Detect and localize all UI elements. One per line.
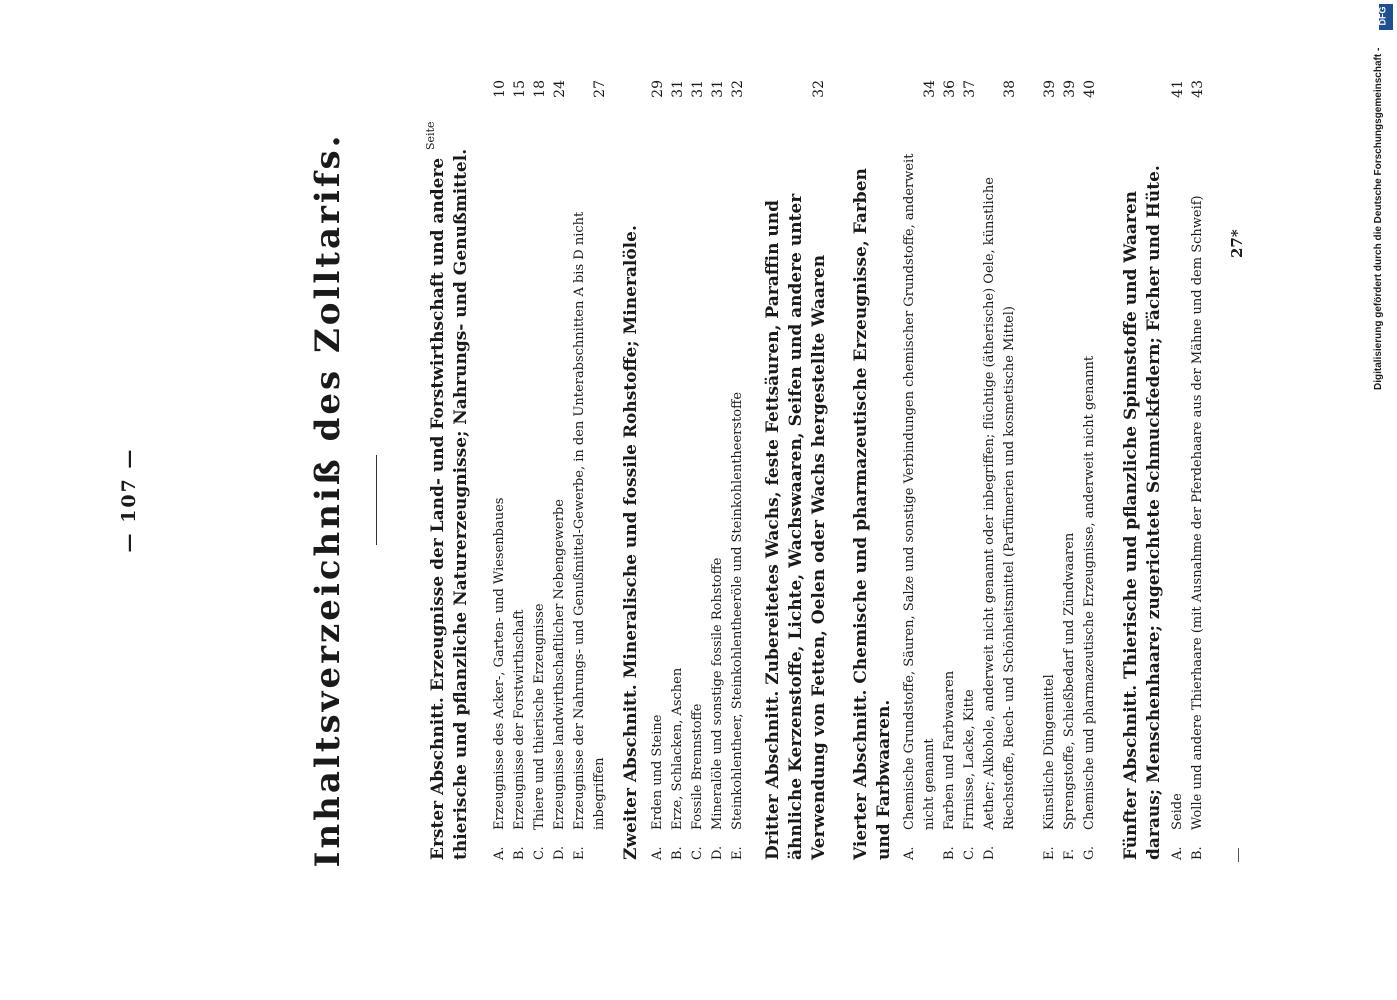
toc-item: D. Aether; Alkohole, anderweit nicht genannt oder inbegriffen; flüchtige (ätherische) Oele, künstliche Riechstoffe, Riech- und Schönheitsmittel (Parfümerien und kosmetische Mittel) 38 <box>982 80 1018 860</box>
toc-item: B. Erze, Schlacken, Aschen 31 <box>670 80 686 860</box>
signature-mark: 27* <box>1228 229 1246 258</box>
toc-item: A. Erzeugnisse des Acker-, Garten- und Wiesenbaues 10 <box>492 80 508 860</box>
toc-item: E. Steinkohlentheer, Steinkohlentheeröle und Steinkohlentheerstoffe 32 <box>730 80 746 860</box>
toc-item: B. Wolle und andere Thierhaare (mit Ausnahme der Pferdehaare aus der Mähne und dem Schweif) 43 <box>1190 80 1206 860</box>
toc-item: A. Erden und Steine 29 <box>650 80 666 860</box>
toc-item: C. Fossile Brennstoffe 31 <box>690 80 706 860</box>
dfg-logo: DFG <box>1379 4 1393 30</box>
toc-item: B. Erzeugnisse der Forstwirthschaft 15 <box>512 80 528 860</box>
page-title: Inhaltsverzeichniß des Zolltarifs. <box>308 132 348 868</box>
seite-column-label: Seite <box>424 121 437 150</box>
toc-item: D. Mineralöle und sonstige fossile Rohstoffe 31 <box>710 80 726 860</box>
section-heading: Fünfter Abschnitt. Thierische und pflanzliche Spinnstoffe und Waaren daraus; Menschenhaare; zugerichtete Schmuckfedern; Fächer und Hüte. <box>1121 165 1164 860</box>
page-number: — 107 — <box>118 447 140 553</box>
toc-item: E. Künstliche Düngemittel 39 <box>1042 80 1058 860</box>
section-heading: Vierter Abschnitt. Chemische und pharmazeutische Erzeugnisse, Farben und Farbwaaren. <box>851 168 894 860</box>
toc-item: E. Erzeugnisse der Nahrungs- und Genußmittel-Gewerbe, in den Unterabschnitten A bis D nicht inbegriffen 27 <box>572 80 608 860</box>
section-heading: Dritter Abschnitt. Zubereitetes Wachs, feste Fettsäuren, Paraffin und ähnliche Kerzenstoffe, Lichte, Wachswaaren, Seifen und andere unter Verwendung von Fetten, Oelen oder Wachs hergestellte Waaren 32 <box>763 80 829 860</box>
toc-item: A. Seide 41 <box>1170 80 1186 860</box>
toc-item: G. Chemische und pharmazeutische Erzeugnisse, anderweit nicht genannt 40 <box>1082 80 1098 860</box>
digitization-footer <box>1373 0 1393 1000</box>
footer-text: Digitalisierung gefördert durch die Deutsche Forschungsgemeinschaft - <box>1373 47 1384 390</box>
toc-item: F. Sprengstoffe, Schießbedarf und Zündwaaren 39 <box>1062 80 1078 860</box>
toc-item: B. Farben und Farbwaaren 36 <box>942 80 958 860</box>
toc-item: C. Thiere und thierische Erzeugnisse 18 <box>532 80 548 860</box>
section-heading: Erster Abschnitt. Erzeugnisse der Land- und Forstwirthschaft und andere thierische und pflanzliche Naturerzeugnisse; Nahrungs- und Genußmittel. <box>428 148 471 860</box>
section-heading: Zweiter Abschnitt. Mineralische und fossile Rohstoffe; Mineralöle. <box>621 225 641 860</box>
title-rule <box>376 455 377 545</box>
toc-item: A. Chemische Grundstoffe, Säuren, Salze und sonstige Verbindungen chemischer Grundstoffe, anderweit nicht genannt 34 <box>902 80 938 860</box>
margin-tick <box>1238 848 1239 862</box>
toc-item: D. Erzeugnisse landwirthschaftlicher Nebengewerbe 24 <box>552 80 568 860</box>
toc-item: C. Firnisse, Lacke, Kitte 37 <box>962 80 978 860</box>
